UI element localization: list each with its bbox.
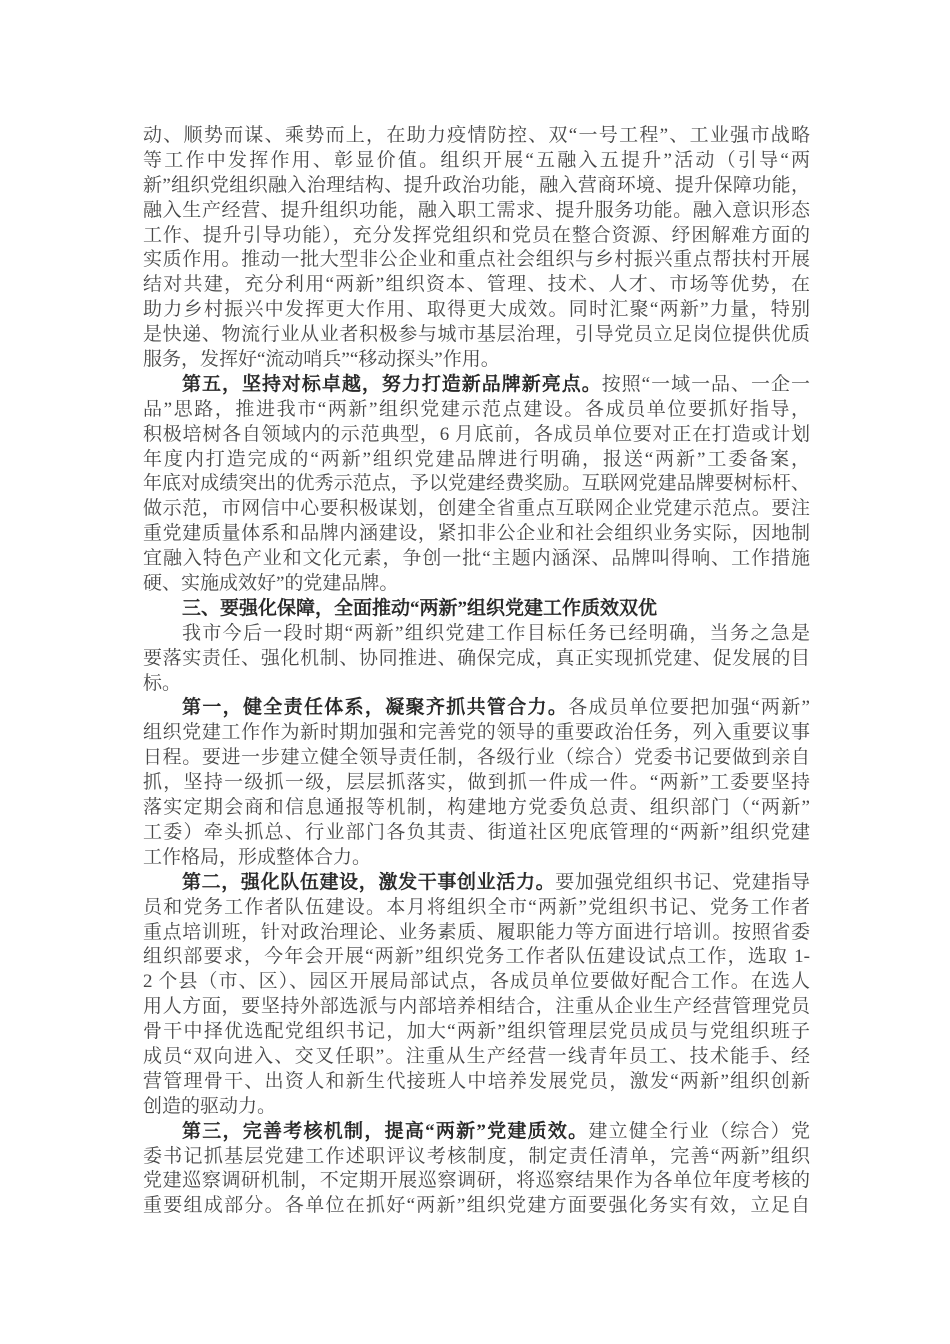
text-line [143,846,810,871]
text-line [143,647,810,672]
text-line [143,796,810,821]
text-line [143,199,810,224]
text-segment: 落实定期会商和信息通报等机制，构建地方党委负总责、组织部门（“两新” [143,797,810,819]
text-segment: 等工作中发挥作用、彰显价值。组织开展“五融入五提升”活动（引导“两 [143,149,810,171]
text-segment: 员和党务工作者队伍建设。本月将组织全市“两新”党组织书记、党务工作者 [143,896,810,918]
text-line [143,348,810,373]
bold-text-segment: 第一，健全责任体系，凝聚齐抓共管合力。 [182,697,569,719]
text-line [143,1145,810,1170]
text-segment: 按照“一域一品、一企一 [601,373,810,395]
paragraph-first-responsibility-system [143,696,810,870]
text-segment: 动、顺势而谋、乘势而上，在助力疫情防控、双“一号工程”、工业强市战略 [143,125,810,146]
text-line [143,945,810,970]
text-line [143,273,810,298]
text-segment: 党建巡察调研机制，不定期开展巡察调研，将巡察结果作为各单位年度考核的 [143,1170,810,1192]
text-segment: 各成员单位要把加强“两新” [568,697,810,719]
text-line [143,1045,810,1070]
text-segment: 标。 [143,672,182,694]
text-segment: 营管理骨干、出资人和新生代接班人中培养发展党员，激发“两新”组织创新 [143,1070,810,1092]
text-segment: 品”思路，推进我市“两新”组织党建示范点建设。各成员单位要抓好指导， [143,398,810,420]
text-line [143,323,810,348]
bold-text-segment: 第三，完善考核机制，提高“两新”党建质效。 [182,1120,589,1142]
text-segment: 用人方面，要坚持外部选派与内部培养相结合，注重从企业生产经营管理党员 [143,996,810,1018]
text-segment: 工委）牵头抓总、行业部门各负其责、街道社区兜底管理的“两新”组织党建 [143,821,810,843]
text-segment: 重党建质量体系和品牌内涵建设，紧扣非公企业和社会组织业务实际，因地制 [143,523,810,545]
text-line [143,672,810,697]
text-segment: 委书记抓基层党建工作述职评议考核制度，制定责任清单，完善“两新”组织 [143,1145,810,1167]
text-line [143,398,810,423]
text-line [143,1020,810,1045]
text-segment: 我市今后一段时期“两新”组织党建工作目标任务已经明确，当务之急是 [182,622,810,644]
text-segment: 日程。要进一步建立健全领导责任制，各级行业（综合）党委书记要做到亲自 [143,747,810,769]
text-line [143,821,810,846]
text-segment: 成员“双向进入、交叉任职”。注重从生产经营一线青年员工、技术能手、经 [143,1045,810,1067]
text-segment: 做示范，市网信中心要积极谋划，创建全省重点互联网企业党建示范点。要注 [143,498,810,520]
text-segment: 硬、实施成效好”的党建品牌。 [143,573,399,595]
text-line [143,174,810,199]
paragraph-third-assessment-mechanism [143,1120,810,1220]
bold-text-segment: 第五，坚持对标卓越，努力打造新品牌新亮点。 [182,373,602,395]
text-line [143,298,810,323]
heading-section-three [143,597,810,622]
text-line [143,248,810,273]
text-segment: 组织部要求，今年会开展“两新”组织党务工作者队伍建设试点工作，选取 1- [143,946,810,968]
text-segment: 要加强党组织书记、党建指导 [555,871,810,893]
text-line [143,423,810,448]
text-segment: 工作格局，形成整体合力。 [143,846,372,868]
text-line [143,1169,810,1194]
text-segment: 要落实责任、强化机制、协同推进、确保完成，真正实现抓党建、促发展的目 [143,647,810,669]
text-line [143,721,810,746]
text-line [143,547,810,572]
paragraph-second-team-building [143,871,810,1120]
text-line [143,497,810,522]
text-line [143,871,810,896]
text-line [143,696,810,721]
text-line [143,771,810,796]
document-body [143,124,810,1219]
text-segment: 骨干中择优选配党组织书记，加大“两新”组织管理层党员成员与党组织班子 [143,1021,810,1043]
text-segment: 是快递、物流行业从业者积极参与城市基层治理，引导党员立足岗位提供优质 [143,324,810,346]
text-segment: 组织党建工作作为新时期加强和完善党的领导的重要政治任务，列入重要议事 [143,722,810,744]
text-segment: 创造的驱动力。 [143,1095,277,1117]
text-segment: 重要组成部分。各单位在抓好“两新”组织党建方面要强化务实有效，立足自 [143,1195,810,1217]
text-line [143,572,810,597]
text-line [143,970,810,995]
text-segment: 助力乡村振兴中发挥更大作用、取得更大成效。同时汇聚“两新”力量，特别 [143,299,810,321]
text-line [143,597,810,622]
text-segment: 新”组织党组织融入治理结构、提升政治功能，融入营商环境、提升保障功能， [143,174,810,196]
text-line [143,124,810,149]
text-segment: 年底对成绩突出的优秀示范点，予以党建经费奖励。互联网党建品牌要树标杆、 [143,473,810,495]
text-line [143,448,810,473]
text-segment: 重点培训班，针对政治理论、业务素质、履职能力等方面进行培训。按照省委 [143,921,810,943]
text-line [143,622,810,647]
text-line [143,1120,810,1145]
text-segment: 工作、提升引导功能），充分发挥党组织和党员在整合资源、纾困解难方面的 [143,224,810,246]
text-line [143,995,810,1020]
paragraph-continuation-integration [143,124,810,373]
paragraph-fifth-brand-building [143,373,810,597]
text-line [143,1095,810,1120]
text-line [143,1194,810,1219]
text-segment: 融入生产经营、提升组织功能，融入职工需求、提升服务功能。融入意识形态 [143,199,810,221]
text-segment: 抓，坚持一级抓一级，层层抓落实，做到抓一件成一件。“两新”工委要坚持 [143,772,810,794]
text-line [143,1070,810,1095]
bold-text-segment: 三、要强化保障，全面推动“两新”组织党建工作质效双优 [182,597,658,619]
text-segment: 服务，发挥好“流动哨兵”“移动探头”作用。 [143,349,500,371]
text-segment: 建立健全行业（综合）党 [588,1120,810,1142]
text-line [143,896,810,921]
text-line [143,472,810,497]
text-segment: 宜融入特色产业和文化元素，争创一批“主题内涵深、品牌叫得响、工作措施 [143,548,810,570]
text-line [143,373,810,398]
paragraph-goals-overview [143,622,810,697]
text-segment: 结对共建，充分利用“两新”组织资本、管理、技术、人才、市场等优势，在 [143,274,810,296]
text-segment: 积极培树各自领域内的示范典型，6 月底前，各成员单位要对正在打造或计划 [143,423,810,445]
text-line [143,224,810,249]
text-segment: 2 个县（市、区）、园区开展局部试点，各成员单位要做好配合工作。在选人 [143,971,810,993]
text-line [143,149,810,174]
text-segment: 实质作用。推动一批大型非公企业和重点社会组织与乡村振兴重点帮扶村开展 [143,249,810,271]
bold-text-segment: 第二，强化队伍建设，激发干事创业活力。 [182,871,556,893]
text-line [143,522,810,547]
text-line [143,921,810,946]
text-segment: 年度内打造完成的“两新”组织党建品牌进行明确，报送“两新”工委备案， [143,448,810,470]
text-line [143,746,810,771]
